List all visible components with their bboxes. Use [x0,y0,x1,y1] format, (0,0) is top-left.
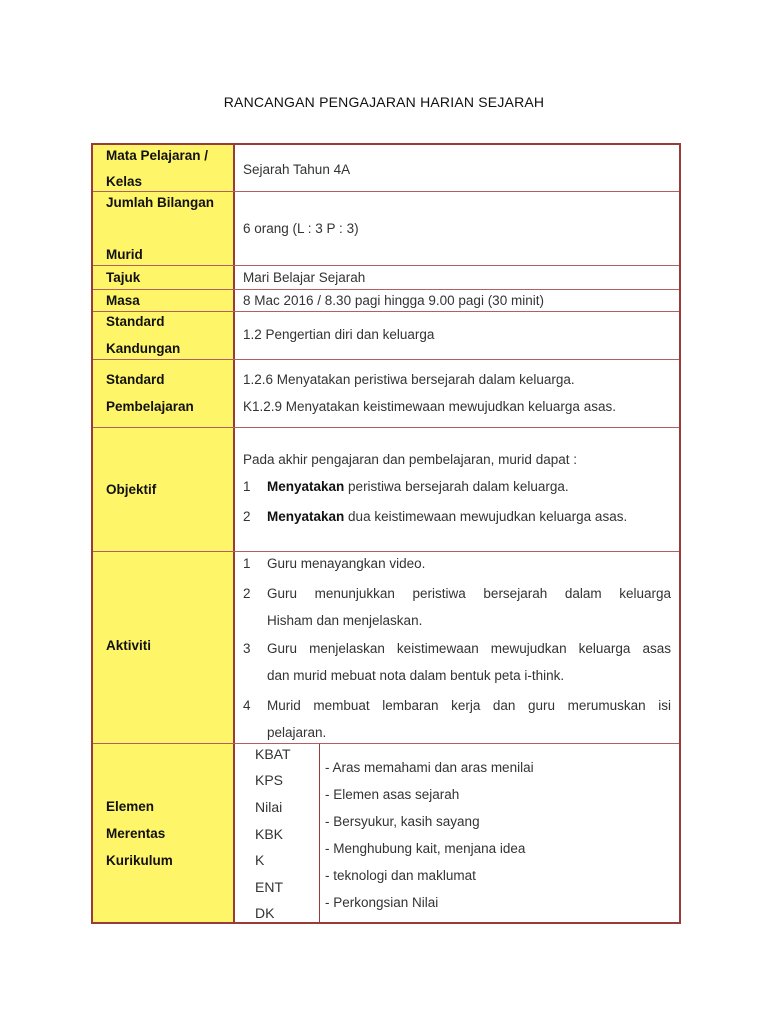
label-line: Standard [106,372,165,387]
item-number: 4 [243,698,251,713]
item-text: Murid membuat lembaran kerja dan guru merumuskan isi [267,698,671,713]
value-text: 6 orang (L : 3 P : 3) [243,221,359,236]
row-label [93,552,235,743]
element-desc: - teknologi dan maklumat [325,868,476,883]
row-label [93,744,235,922]
item-number: 3 [243,641,251,656]
item-text: dan murid mebuat nota dalam bentuk peta i-think. [267,668,565,683]
label-line: Standard [106,314,165,329]
element-code: DK [255,905,275,921]
element-codes [237,744,320,922]
element-desc: - Menghubung kait, menjana idea [325,841,526,856]
element-code: KBAT [255,746,291,762]
row-standard-pembelajaran [93,360,679,428]
row-label [93,266,235,289]
element-desc: - Perkongsian Nilai [325,895,439,910]
element-code: KPS [255,772,284,788]
item-text: Guru menjelaskan keistimewaan mewujudkan keluarga asas [267,641,671,656]
value-text: Mari Belajar Sejarah [243,270,366,285]
row-label [93,145,235,191]
row-value [243,552,671,743]
row-label [93,290,235,311]
row-value [243,428,671,551]
item-text: dua keistimewaan mewujudkan keluarga asas. [344,509,628,524]
item-text: Guru menunjukkan peristiwa bersejarah dalam keluarga [267,586,671,601]
row-value [243,145,671,191]
label-line: Murid [106,247,143,262]
row-mata-pelajaran [93,145,679,192]
row-value [243,290,671,311]
row-label [93,360,235,427]
item-number: 1 [243,556,251,571]
element-code: ENT [255,879,283,895]
value-text: K1.2.9 Menyatakan keistimewaan mewujudkan keluarga asas. [243,399,616,414]
label-line: Masa [106,293,140,308]
objective-intro: Pada akhir pengajaran dan pembelajaran, murid dapat : [243,452,577,467]
element-desc: - Elemen asas sejarah [325,787,460,802]
element-desc: - Bersyukur, kasih sayang [325,814,480,829]
row-value [243,360,671,427]
label-line: Kelas [106,174,143,189]
label-line: Merentas [106,826,166,841]
label-line: Kandungan [106,341,181,356]
label-line: Pembelajaran [106,399,194,414]
label-line: Kurikulum [106,853,173,868]
row-label [93,312,235,359]
element-code: Nilai [255,799,283,815]
item-bold: Menyatakan [267,509,345,524]
item-number: 1 [243,479,251,494]
row-standard-kandungan [93,312,679,360]
row-tajuk [93,266,679,290]
label-line: Elemen [106,799,155,814]
row-value [243,192,671,265]
element-code: KBK [255,826,284,842]
label-line: Mata Pelajaran / [106,148,209,163]
value-text: 8 Mac 2016 / 8.30 pagi hingga 9.00 pagi (30 minit) [243,293,544,308]
label-line: Aktiviti [106,638,152,653]
element-descriptions [325,744,671,922]
row-elemen-merentas-kurikulum [93,744,679,922]
element-code: K [255,852,265,868]
label-line: Jumlah Bilangan [106,195,215,210]
value-text: Sejarah Tahun 4A [243,162,351,177]
item-number: 2 [243,509,251,524]
page-title: RANCANGAN PENGAJARAN HARIAN SEJARAH [223,94,545,110]
item-text: Guru menayangkan video. [267,556,426,571]
row-value [243,266,671,289]
item-text: pelajaran. [267,725,327,740]
item-text: peristiwa bersejarah dalam keluarga. [344,479,569,494]
value-text: 1.2.6 Menyatakan peristiwa bersejarah dalam keluarga. [243,372,575,387]
lesson-plan-table [91,143,681,924]
label-line: Tajuk [106,270,141,285]
item-number: 2 [243,586,251,601]
row-value [243,312,671,359]
row-jumlah-bilangan [93,192,679,266]
row-label [93,192,235,265]
item-text: Hisham dan menjelaskan. [267,613,423,628]
item-bold: Menyatakan [267,479,345,494]
value-text: 1.2 Pengertian diri dan keluarga [243,327,435,342]
row-aktiviti [93,552,679,744]
label-line: Objektif [106,482,157,497]
row-objektif [93,428,679,552]
row-label [93,428,235,551]
element-desc: - Aras memahami dan aras menilai [325,760,534,775]
row-masa [93,290,679,312]
